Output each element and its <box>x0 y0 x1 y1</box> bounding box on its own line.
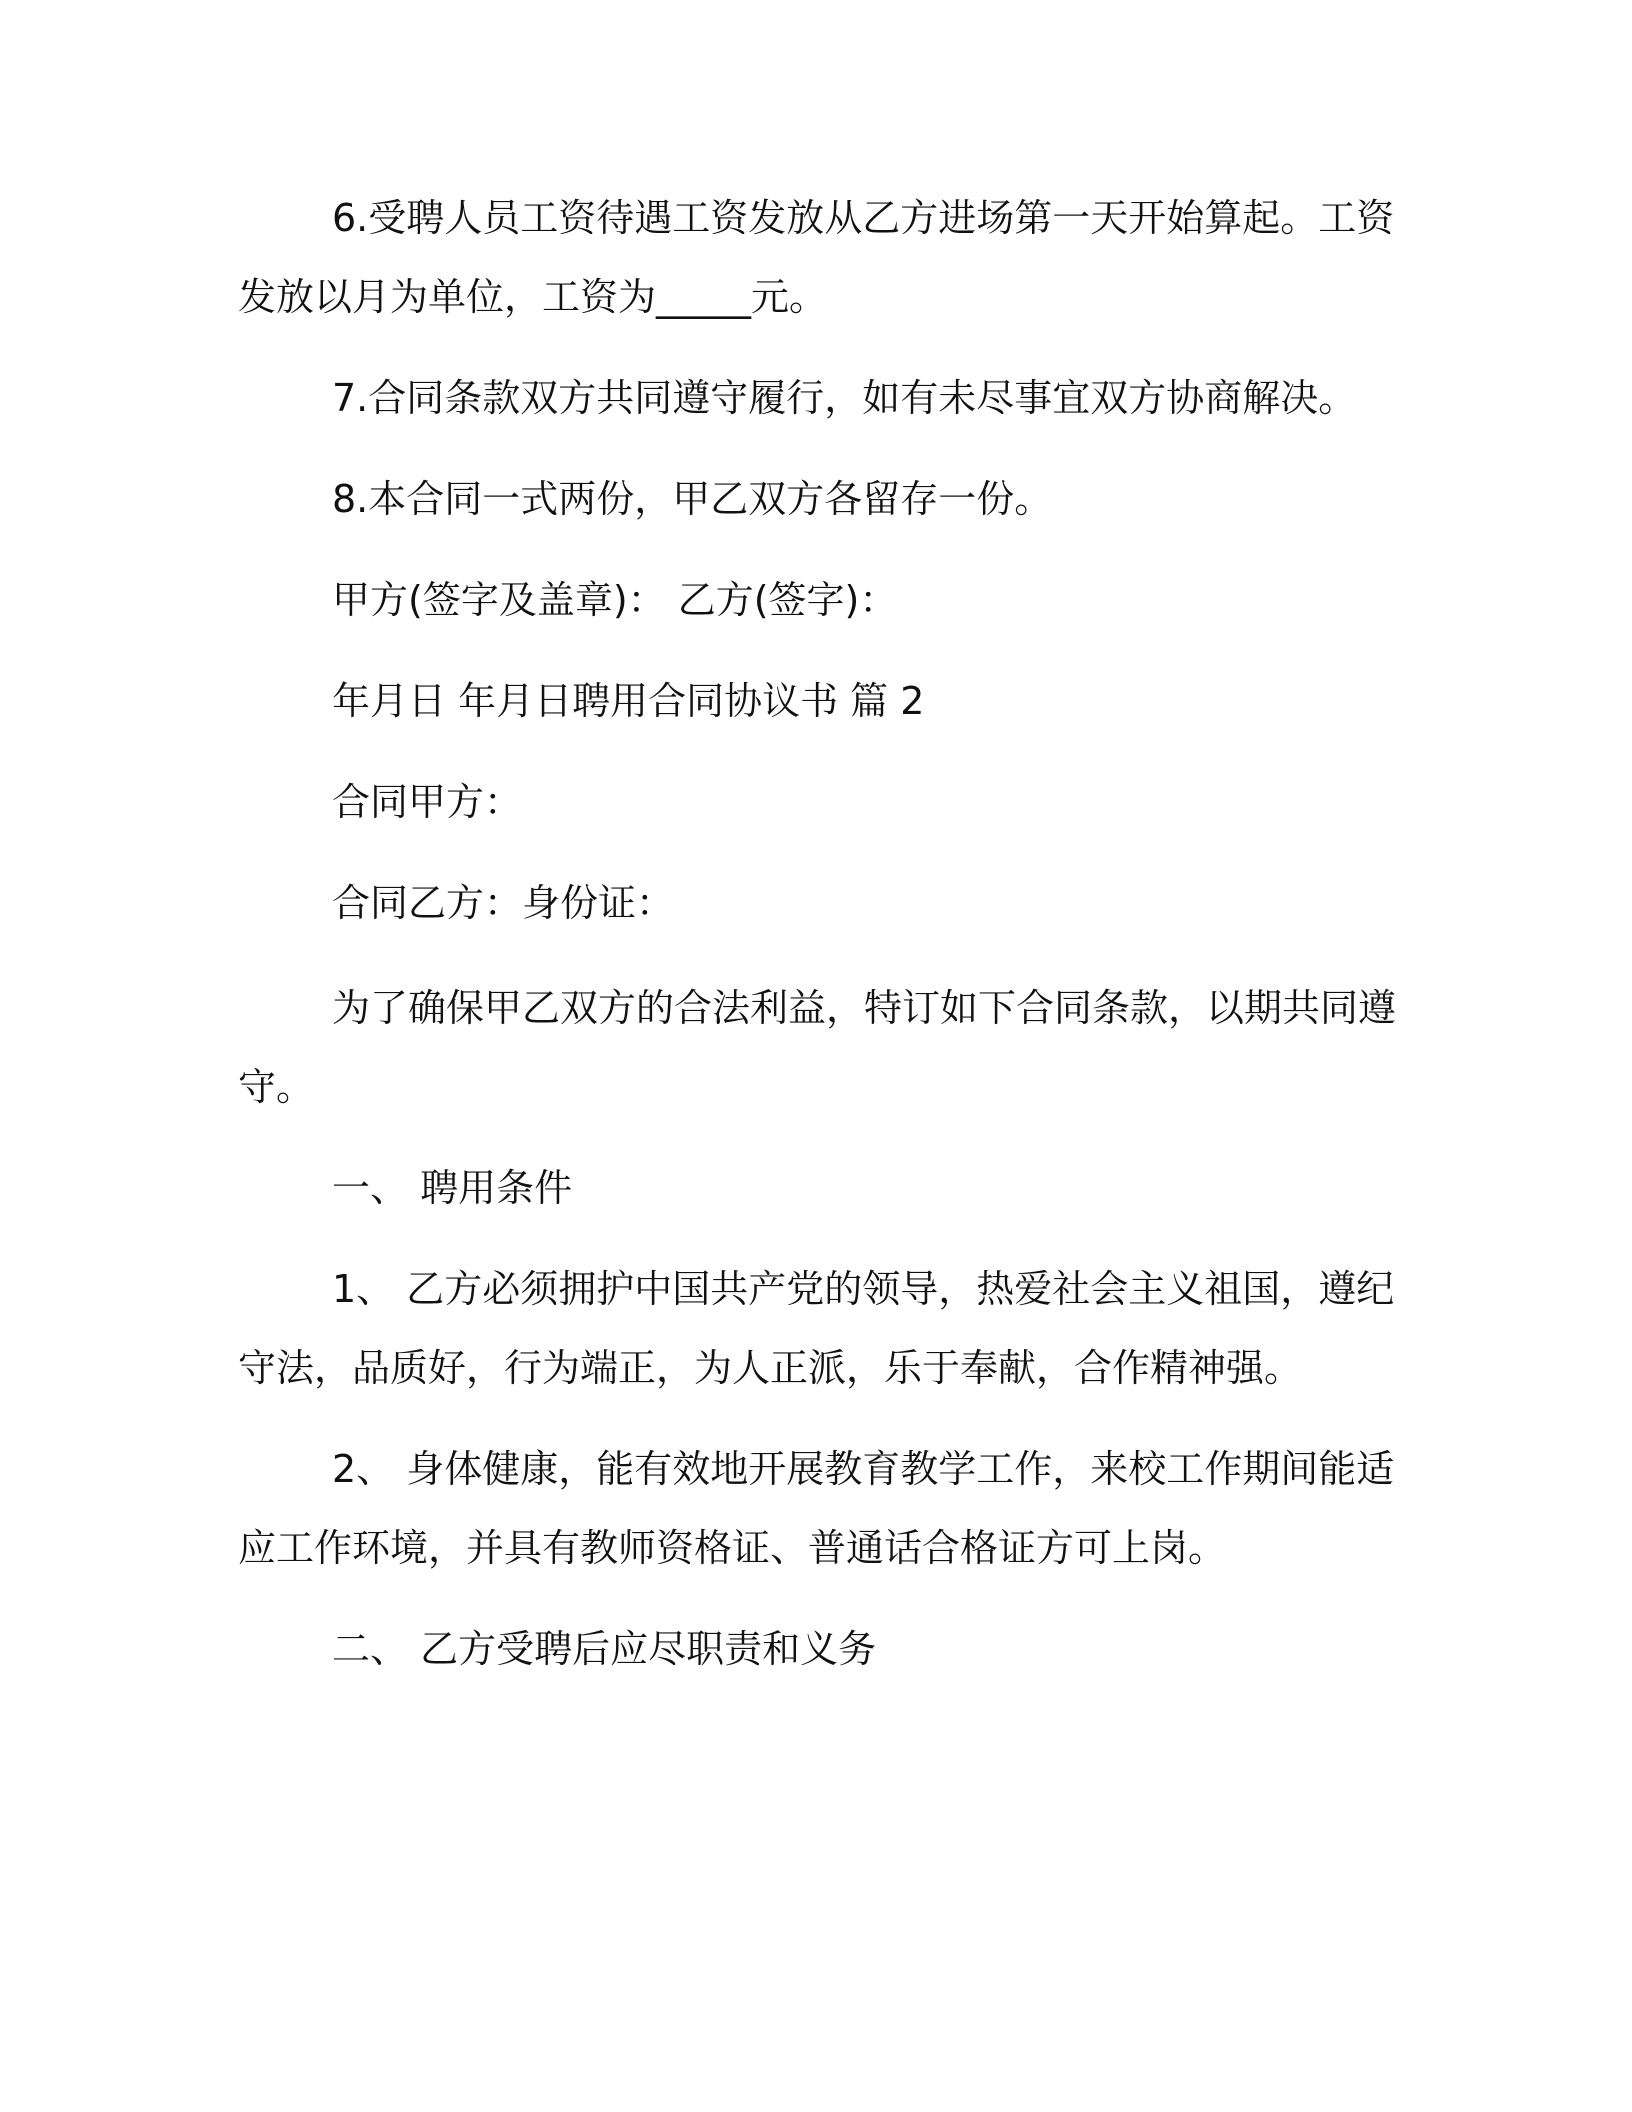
date-and-section-title: 年月日 年月日聘用合同协议书 篇 2 <box>332 679 925 723</box>
preamble-line-2: 守。 <box>238 1065 315 1109</box>
clause-2-line-1: 2、 身体健康，能有效地开展教育教学工作，来校工作期间能适 <box>332 1447 1395 1491</box>
signature-line: 甲方(签字及盖章)： 乙方(签字)： <box>332 578 898 622</box>
section-heading-2: 二、 乙方受聘后应尽职责和义务 <box>332 1627 877 1671</box>
preamble-line-1: 为了确保甲乙双方的合法利益，特订如下合同条款，以期共同遵 <box>332 986 1397 1030</box>
section-heading-1: 一、 聘用条件 <box>332 1166 573 1210</box>
clause-1-line-2: 守法，品质好，行为端正，为人正派，乐于奉献，合作精神强。 <box>238 1346 1303 1390</box>
clause-1-line-1: 1、 乙方必须拥护中国共产党的领导，热爱社会主义祖国，遵纪 <box>332 1267 1395 1311</box>
party-b-line: 合同乙方：身份证： <box>332 881 675 925</box>
party-a-line: 合同甲方： <box>332 780 523 824</box>
paragraph-7: 7.合同条款双方共同遵守履行，如有未尽事宜双方协商解决。 <box>332 376 1357 420</box>
clause-2-line-2: 应工作环境，并具有教师资格证、普通话合格证方可上岗。 <box>238 1526 1227 1570</box>
paragraph-8: 8.本合同一式两份，甲乙双方各留存一份。 <box>332 477 1053 521</box>
paragraph-6-line-1: 6.受聘人员工资待遇工资发放从乙方进场第一天开始算起。工资 <box>332 196 1395 240</box>
paragraph-6-line-2: 发放以月为单位，工资为_____元。 <box>238 275 828 319</box>
